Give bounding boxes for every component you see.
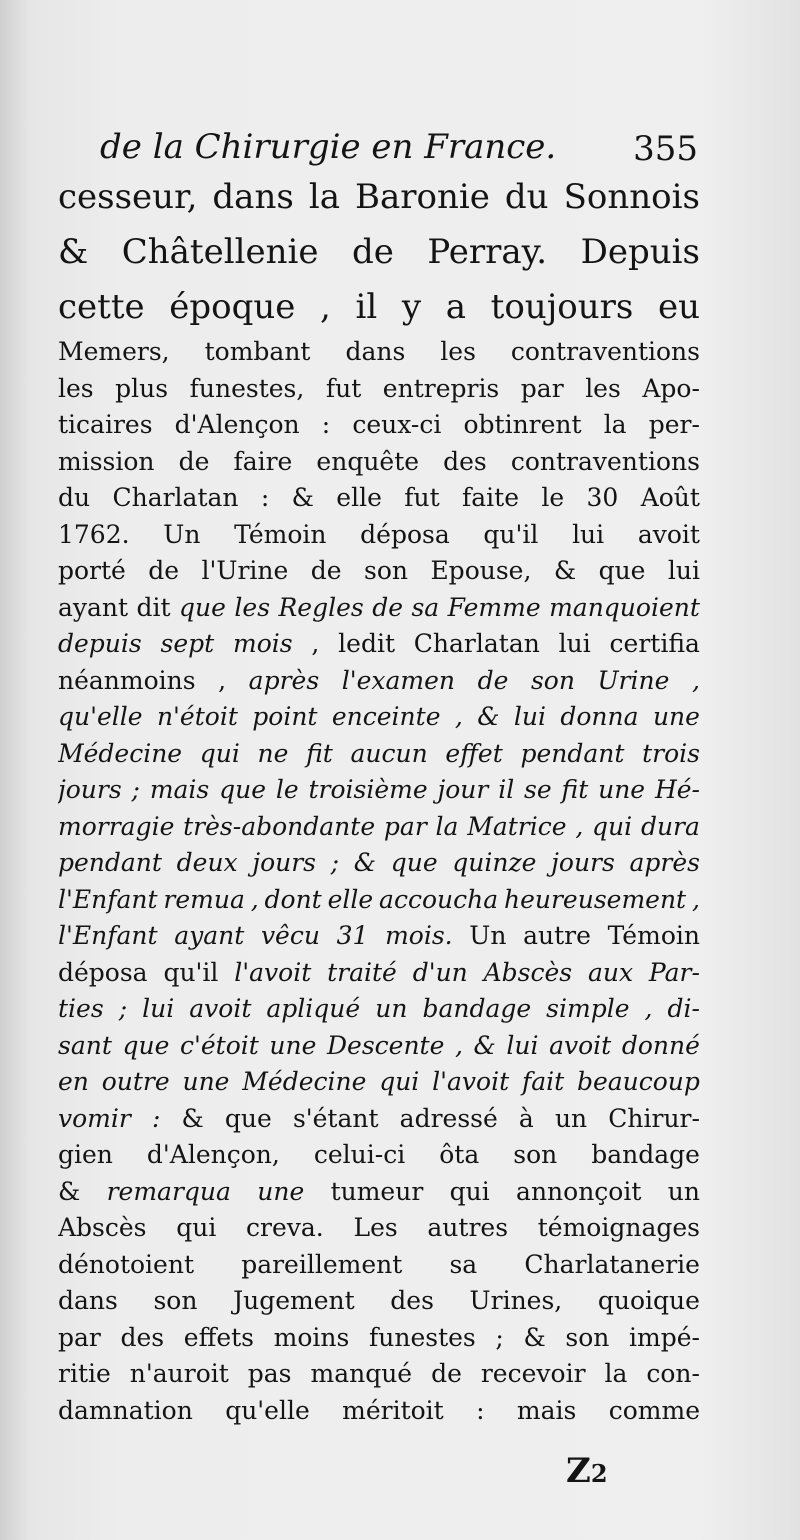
word: c'étoit xyxy=(179,1030,259,1060)
word: obtinrent xyxy=(463,410,582,439)
word: gien xyxy=(58,1140,113,1169)
word: époque xyxy=(169,287,296,327)
continuation-text xyxy=(58,170,700,335)
word: fit xyxy=(561,775,589,804)
word: con- xyxy=(646,1359,700,1388)
word: : xyxy=(151,1103,161,1133)
word: mois. xyxy=(385,921,453,950)
text-line xyxy=(58,1028,700,1065)
word: Regles xyxy=(278,592,364,622)
word: des xyxy=(443,446,487,476)
word: Descente xyxy=(326,1030,445,1060)
word: deux xyxy=(176,848,238,877)
word: simple xyxy=(546,994,630,1023)
text-line xyxy=(58,1393,700,1430)
word: une xyxy=(182,1067,230,1096)
word: avoit xyxy=(549,1030,612,1060)
word: & xyxy=(58,1176,81,1206)
text-line xyxy=(58,170,700,225)
word: , xyxy=(691,665,700,695)
word: damnation xyxy=(58,1395,193,1425)
word: d'Alençon xyxy=(174,410,300,439)
word: lui xyxy=(667,556,700,585)
word: donna xyxy=(560,702,639,731)
word: jours xyxy=(252,848,316,877)
text-line xyxy=(58,809,700,846)
word: il xyxy=(498,775,515,804)
text-line xyxy=(58,882,700,919)
word: en xyxy=(58,1067,89,1096)
word: Témoin xyxy=(234,519,327,549)
word: manquoient xyxy=(549,592,700,622)
word: ticaires xyxy=(58,410,153,439)
word: pas xyxy=(247,1359,292,1388)
word: de xyxy=(310,556,342,585)
word: Août xyxy=(640,483,700,512)
word: Memers, xyxy=(58,337,170,366)
word: annonçoit xyxy=(516,1176,642,1206)
word: de xyxy=(372,592,403,622)
word: tumeur xyxy=(330,1176,424,1206)
word: 31 xyxy=(336,921,369,950)
text-line xyxy=(58,699,700,736)
word: le xyxy=(275,775,299,804)
text-line xyxy=(58,444,700,481)
word: aucun xyxy=(350,738,428,768)
text-line xyxy=(58,1210,700,1247)
word: , xyxy=(575,811,584,841)
word: Apo- xyxy=(642,373,700,403)
word: lui xyxy=(513,702,546,731)
word: le xyxy=(541,483,565,512)
word: n'auroit xyxy=(129,1359,229,1388)
word: faite xyxy=(462,483,520,512)
word: son xyxy=(530,665,575,695)
word: l'examen xyxy=(341,665,455,695)
word: mais xyxy=(516,1395,577,1425)
word: porté xyxy=(58,556,126,585)
text-line xyxy=(58,991,700,1028)
word: pendant xyxy=(58,848,162,877)
word: son xyxy=(513,1140,558,1169)
word: par xyxy=(520,373,564,403)
word: Perray. xyxy=(427,232,548,272)
word: sept xyxy=(160,629,215,658)
word: ; xyxy=(131,775,140,804)
word: elle xyxy=(336,483,382,512)
word: une xyxy=(257,1176,305,1206)
word: les xyxy=(234,592,271,622)
word: Témoin xyxy=(607,921,700,950)
word: un xyxy=(667,1176,700,1206)
word: Un xyxy=(469,921,507,950)
word: un xyxy=(554,1103,588,1133)
word: Châtellenie xyxy=(121,232,319,272)
word: cette xyxy=(58,287,145,327)
word: jour xyxy=(437,775,489,804)
word: l'avoit xyxy=(234,957,312,987)
word: quoique xyxy=(597,1286,700,1315)
word: l'Enfant xyxy=(58,921,158,950)
word: entrepris xyxy=(382,373,500,403)
word: vêcu xyxy=(260,921,320,950)
text-line xyxy=(58,736,700,773)
word: déposa xyxy=(58,957,148,987)
word: y xyxy=(401,287,422,327)
word: , xyxy=(691,884,700,914)
word: ties xyxy=(58,994,104,1023)
word: a xyxy=(445,287,467,327)
word: plus xyxy=(115,373,169,403)
page-number: 355 xyxy=(633,129,698,169)
word: outre xyxy=(101,1067,170,1096)
word: apliqué xyxy=(266,994,361,1023)
word: ledit xyxy=(338,629,395,658)
word: la xyxy=(435,811,459,841)
word: Chirur- xyxy=(608,1103,700,1133)
word: qui xyxy=(199,738,240,768)
text-line xyxy=(58,955,700,992)
word: , xyxy=(644,994,653,1023)
text-line xyxy=(58,590,700,627)
text-line xyxy=(58,1137,700,1174)
main-paragraph xyxy=(58,334,700,1429)
word: une xyxy=(269,1030,317,1060)
word: , xyxy=(218,665,227,695)
word: qui xyxy=(449,1176,490,1206)
word: sa xyxy=(449,1249,478,1279)
word: Hé- xyxy=(654,775,700,804)
word: un xyxy=(375,994,408,1023)
word: qui xyxy=(379,1067,420,1096)
word: Depuis xyxy=(580,232,700,272)
word: , xyxy=(455,1030,463,1060)
word: remarqua xyxy=(106,1176,231,1206)
word: : xyxy=(260,483,270,512)
word: contraventions xyxy=(510,446,700,476)
running-title: de la Chirurgie en France. xyxy=(100,127,557,167)
word: que xyxy=(122,1030,170,1060)
word: la xyxy=(604,1359,628,1388)
word: du xyxy=(504,177,549,217)
word: toujours xyxy=(490,287,634,327)
word: enceinte xyxy=(331,702,441,731)
text-line xyxy=(58,1320,700,1357)
word: funestes xyxy=(368,1322,476,1352)
word: qu'elle xyxy=(225,1395,310,1425)
word: celui-ci xyxy=(313,1140,406,1169)
printer-signature-mark xyxy=(566,1446,608,1499)
word: Charlatan xyxy=(112,483,239,512)
word: comme xyxy=(608,1395,700,1425)
word: & xyxy=(473,1030,496,1060)
word: Epouse, xyxy=(430,556,532,585)
text-line xyxy=(58,517,700,554)
word: autre xyxy=(523,921,591,950)
word: point xyxy=(252,702,318,731)
text-line xyxy=(58,334,700,371)
word: après xyxy=(248,665,320,695)
word: dans xyxy=(212,177,294,217)
text-line xyxy=(58,1101,700,1138)
word: & xyxy=(181,1103,204,1133)
word: ceux-ci xyxy=(352,410,442,439)
word: dit xyxy=(136,592,171,622)
word: les xyxy=(440,337,476,366)
word: Médecine xyxy=(58,738,183,768)
word: cesseur, xyxy=(58,177,198,217)
word: quinze xyxy=(452,848,537,877)
word: bandage xyxy=(591,1140,700,1169)
word: avoit xyxy=(637,519,700,549)
word: & xyxy=(553,556,577,585)
word: certifia xyxy=(609,629,700,658)
word: fut xyxy=(404,483,440,512)
word: par xyxy=(383,811,427,841)
word: Femme xyxy=(447,592,541,622)
word: & xyxy=(523,1322,546,1352)
word: d'un xyxy=(412,957,468,987)
word: , xyxy=(250,884,259,914)
word: son xyxy=(153,1286,198,1315)
text-line xyxy=(58,553,700,590)
word: effets xyxy=(183,1322,255,1352)
word: se xyxy=(524,775,552,804)
text-line xyxy=(58,407,700,444)
word: sa xyxy=(411,592,440,622)
word: de xyxy=(148,556,180,585)
signature-letter: Z xyxy=(566,1451,591,1491)
text-line xyxy=(58,1064,700,1101)
word: Matrice xyxy=(467,811,567,841)
word: dans xyxy=(58,1286,118,1315)
signature-number: 2 xyxy=(590,1459,608,1488)
word: lui xyxy=(506,1030,539,1060)
word: traité xyxy=(327,957,397,987)
word: à xyxy=(518,1103,534,1133)
word: l'Enfant xyxy=(58,884,158,914)
word: Charlatan xyxy=(413,629,540,658)
word: déposa xyxy=(360,519,450,549)
word: qui xyxy=(592,811,633,841)
word: troisième xyxy=(308,775,428,804)
word: moins xyxy=(273,1322,350,1352)
word: ; xyxy=(330,848,340,877)
word: aux xyxy=(587,957,634,987)
text-line xyxy=(58,280,700,335)
word: de xyxy=(351,232,394,272)
word: eu xyxy=(657,287,700,327)
word: Par- xyxy=(648,957,700,987)
word: les xyxy=(585,373,621,403)
word: d'Alençon, xyxy=(146,1140,280,1169)
word: heureusement xyxy=(503,884,687,914)
word: fut xyxy=(325,373,362,403)
word: Urine xyxy=(597,665,670,695)
word: après xyxy=(629,848,700,877)
word: ; xyxy=(118,994,128,1023)
word: lui xyxy=(558,629,591,658)
word: lui xyxy=(142,994,175,1023)
word: les xyxy=(58,373,94,403)
word: ne xyxy=(257,738,289,768)
word: des xyxy=(120,1322,165,1352)
word: lui xyxy=(572,519,605,549)
text-line xyxy=(58,225,700,280)
word: adressé xyxy=(399,1103,498,1133)
word: qui xyxy=(176,1213,217,1242)
word: : xyxy=(476,1395,485,1425)
word: & xyxy=(477,702,500,731)
word: mais xyxy=(149,775,210,804)
word: Sonnois xyxy=(563,177,700,217)
word: jours xyxy=(58,775,122,804)
word: dont xyxy=(264,884,322,914)
word: son xyxy=(364,556,408,585)
word: méritoit xyxy=(342,1395,444,1425)
word: effet xyxy=(445,738,503,768)
word: tombant xyxy=(204,337,311,366)
word: funestes, xyxy=(189,373,305,403)
word: sant xyxy=(58,1030,112,1060)
word: 1762. xyxy=(58,519,130,549)
word: & xyxy=(291,483,314,512)
word: per- xyxy=(648,410,700,439)
word: mois xyxy=(233,629,293,658)
text-line xyxy=(58,1356,700,1393)
word: dura xyxy=(640,811,700,841)
word: remua xyxy=(163,884,245,914)
word: recevoir xyxy=(480,1359,586,1388)
word: contraventions xyxy=(510,337,700,366)
word: une xyxy=(598,775,646,804)
word: bandage xyxy=(422,994,532,1023)
word: ritie xyxy=(58,1359,111,1388)
word: que xyxy=(598,556,646,585)
word: des xyxy=(390,1286,434,1315)
word: Abscès xyxy=(483,957,573,987)
word: trois xyxy=(642,738,700,768)
word: de xyxy=(178,446,210,476)
word: faire xyxy=(233,446,293,476)
word: témoignages xyxy=(537,1213,700,1242)
word: ayant xyxy=(58,592,129,622)
word: l'Urine xyxy=(201,556,289,585)
word: qu'elle xyxy=(58,702,143,731)
word: Un xyxy=(163,519,201,549)
word: Médecine xyxy=(242,1067,367,1096)
page-header xyxy=(100,122,700,172)
word: : xyxy=(321,410,331,439)
word: ayant xyxy=(174,921,245,950)
word: de xyxy=(431,1359,462,1388)
word: n'étoit xyxy=(156,702,238,731)
word: ôta xyxy=(439,1140,480,1169)
text-line xyxy=(58,845,700,882)
word: il xyxy=(355,287,378,327)
word: & xyxy=(353,848,377,877)
word: morragie xyxy=(58,811,175,841)
word: Abscès xyxy=(58,1213,147,1242)
word: l'avoit xyxy=(432,1067,510,1096)
word: Urines, xyxy=(469,1286,563,1315)
word: par xyxy=(58,1322,101,1352)
word: donné xyxy=(621,1030,700,1060)
word: Charlatanerie xyxy=(524,1249,700,1279)
word: très-abondante xyxy=(183,811,376,841)
word: qu'il xyxy=(483,519,539,549)
word: fait xyxy=(521,1067,565,1096)
word: avoit xyxy=(189,994,252,1023)
word: manqué xyxy=(310,1359,413,1388)
text-line xyxy=(58,371,700,408)
word: , xyxy=(311,629,320,658)
word: la xyxy=(603,410,627,439)
word: di- xyxy=(667,994,700,1023)
word: , xyxy=(320,287,331,327)
word: dans xyxy=(345,337,406,366)
word: jours xyxy=(551,848,615,877)
word: pendant xyxy=(520,738,625,768)
word: elle xyxy=(327,884,374,914)
word: de xyxy=(477,665,509,695)
word: creva. xyxy=(246,1213,324,1242)
word: qu'il xyxy=(163,957,219,987)
word: une xyxy=(652,702,700,731)
word: dénotoient xyxy=(58,1249,194,1279)
text-line xyxy=(58,1174,700,1211)
text-line xyxy=(58,663,700,700)
word: 30 xyxy=(586,483,619,512)
word: impé- xyxy=(629,1322,700,1352)
word: que xyxy=(224,1103,272,1133)
word: fit xyxy=(306,738,333,768)
word: du xyxy=(58,483,91,512)
word: son xyxy=(565,1322,610,1352)
word: la xyxy=(308,177,340,217)
word: ; xyxy=(495,1322,504,1352)
word: mission xyxy=(58,446,155,476)
word: , xyxy=(454,702,463,731)
word: que xyxy=(219,775,266,804)
text-line xyxy=(58,1247,700,1284)
text-line xyxy=(58,772,700,809)
text-line xyxy=(58,1283,700,1320)
word: Jugement xyxy=(233,1286,355,1315)
word: pareillement xyxy=(241,1249,403,1279)
word: Les xyxy=(353,1213,398,1242)
word: beaucoup xyxy=(576,1067,700,1096)
word: Baronie xyxy=(355,177,490,217)
word: & xyxy=(58,232,89,272)
text-line xyxy=(58,480,700,517)
word: accoucha xyxy=(379,884,499,914)
word: néanmoins xyxy=(58,665,196,695)
text-line xyxy=(58,918,700,955)
word: que xyxy=(179,592,226,622)
word: que xyxy=(390,848,438,877)
text-line xyxy=(58,626,700,663)
word: enquête xyxy=(316,446,420,476)
word: vomir xyxy=(58,1103,131,1133)
word: s'étant xyxy=(292,1103,379,1133)
word: depuis xyxy=(58,629,142,658)
word: autres xyxy=(427,1213,509,1242)
